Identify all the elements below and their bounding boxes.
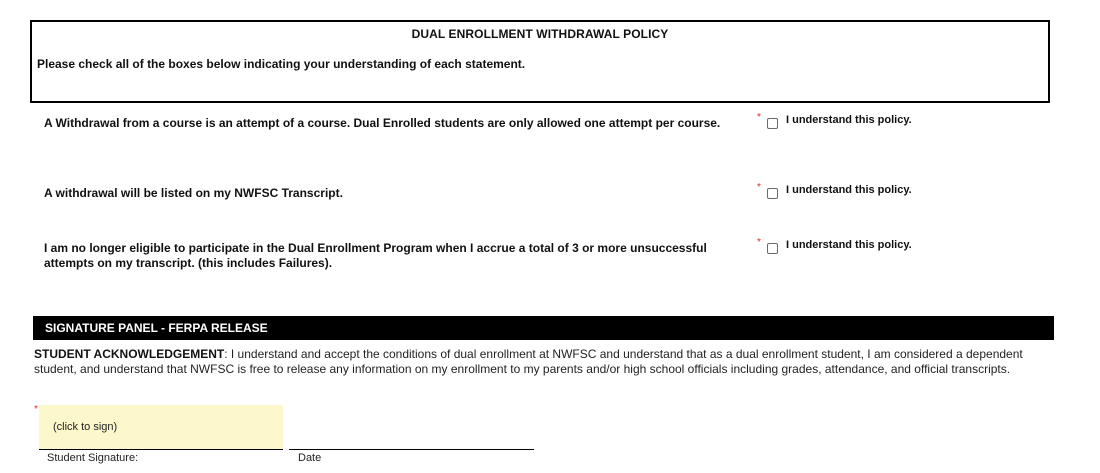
policy-statement-eligibility: I am no longer eligible to participate in the Dual Enrollment Program when I accrue a total of 3 or more unsuccessful attempts on my transcript. (this includes Failures). xyxy=(44,241,707,270)
required-icon: * xyxy=(757,182,761,193)
signature-field[interactable] xyxy=(39,405,283,450)
understand-checkbox-transcript[interactable] xyxy=(767,188,778,199)
understand-checkbox-label[interactable]: I understand this policy. xyxy=(786,114,912,126)
policy-statement-transcript: A withdrawal will be listed on my NWFSC Transcript. xyxy=(44,186,343,200)
policy-statement-attempt: A Withdrawal from a course is an attempt of a course. Dual Enrolled students are only allowed one attempt per course. xyxy=(44,116,721,130)
understand-checkbox-label[interactable]: I understand this policy. xyxy=(786,184,912,196)
understand-checkbox-attempt[interactable] xyxy=(767,118,778,129)
acknowledgement-heading: STUDENT ACKNOWLEDGEMENT xyxy=(34,347,225,361)
click-to-sign-text[interactable]: (click to sign) xyxy=(53,421,118,433)
required-icon: * xyxy=(757,112,761,123)
policy-header-box xyxy=(30,20,1050,103)
required-icon: * xyxy=(34,404,38,415)
understand-checkbox-eligibility[interactable] xyxy=(767,243,778,254)
signature-panel-header: SIGNATURE PANEL - FERPA RELEASE xyxy=(33,316,1054,340)
date-field-line[interactable] xyxy=(289,449,534,450)
policy-instructions: Please check all of the boxes below indicating your understanding of each statement. xyxy=(37,57,526,71)
student-acknowledgement xyxy=(34,347,1054,377)
policy-title: DUAL ENROLLMENT WITHDRAWAL POLICY xyxy=(411,27,669,41)
understand-checkbox-label[interactable]: I understand this policy. xyxy=(786,239,912,251)
acknowledgement-text: : I understand and accept the conditions of dual enrollment at NWFSC and understand that as a dual enrollment student, I am considered a dependent student, and understand that NWFSC is free to release any information on my enrollment to my parents and/or high school officials including grades, attendance, and official transcripts. xyxy=(34,347,1023,376)
date-label: Date xyxy=(298,452,322,464)
student-signature-label: Student Signature: xyxy=(47,452,139,464)
required-icon: * xyxy=(757,237,761,248)
